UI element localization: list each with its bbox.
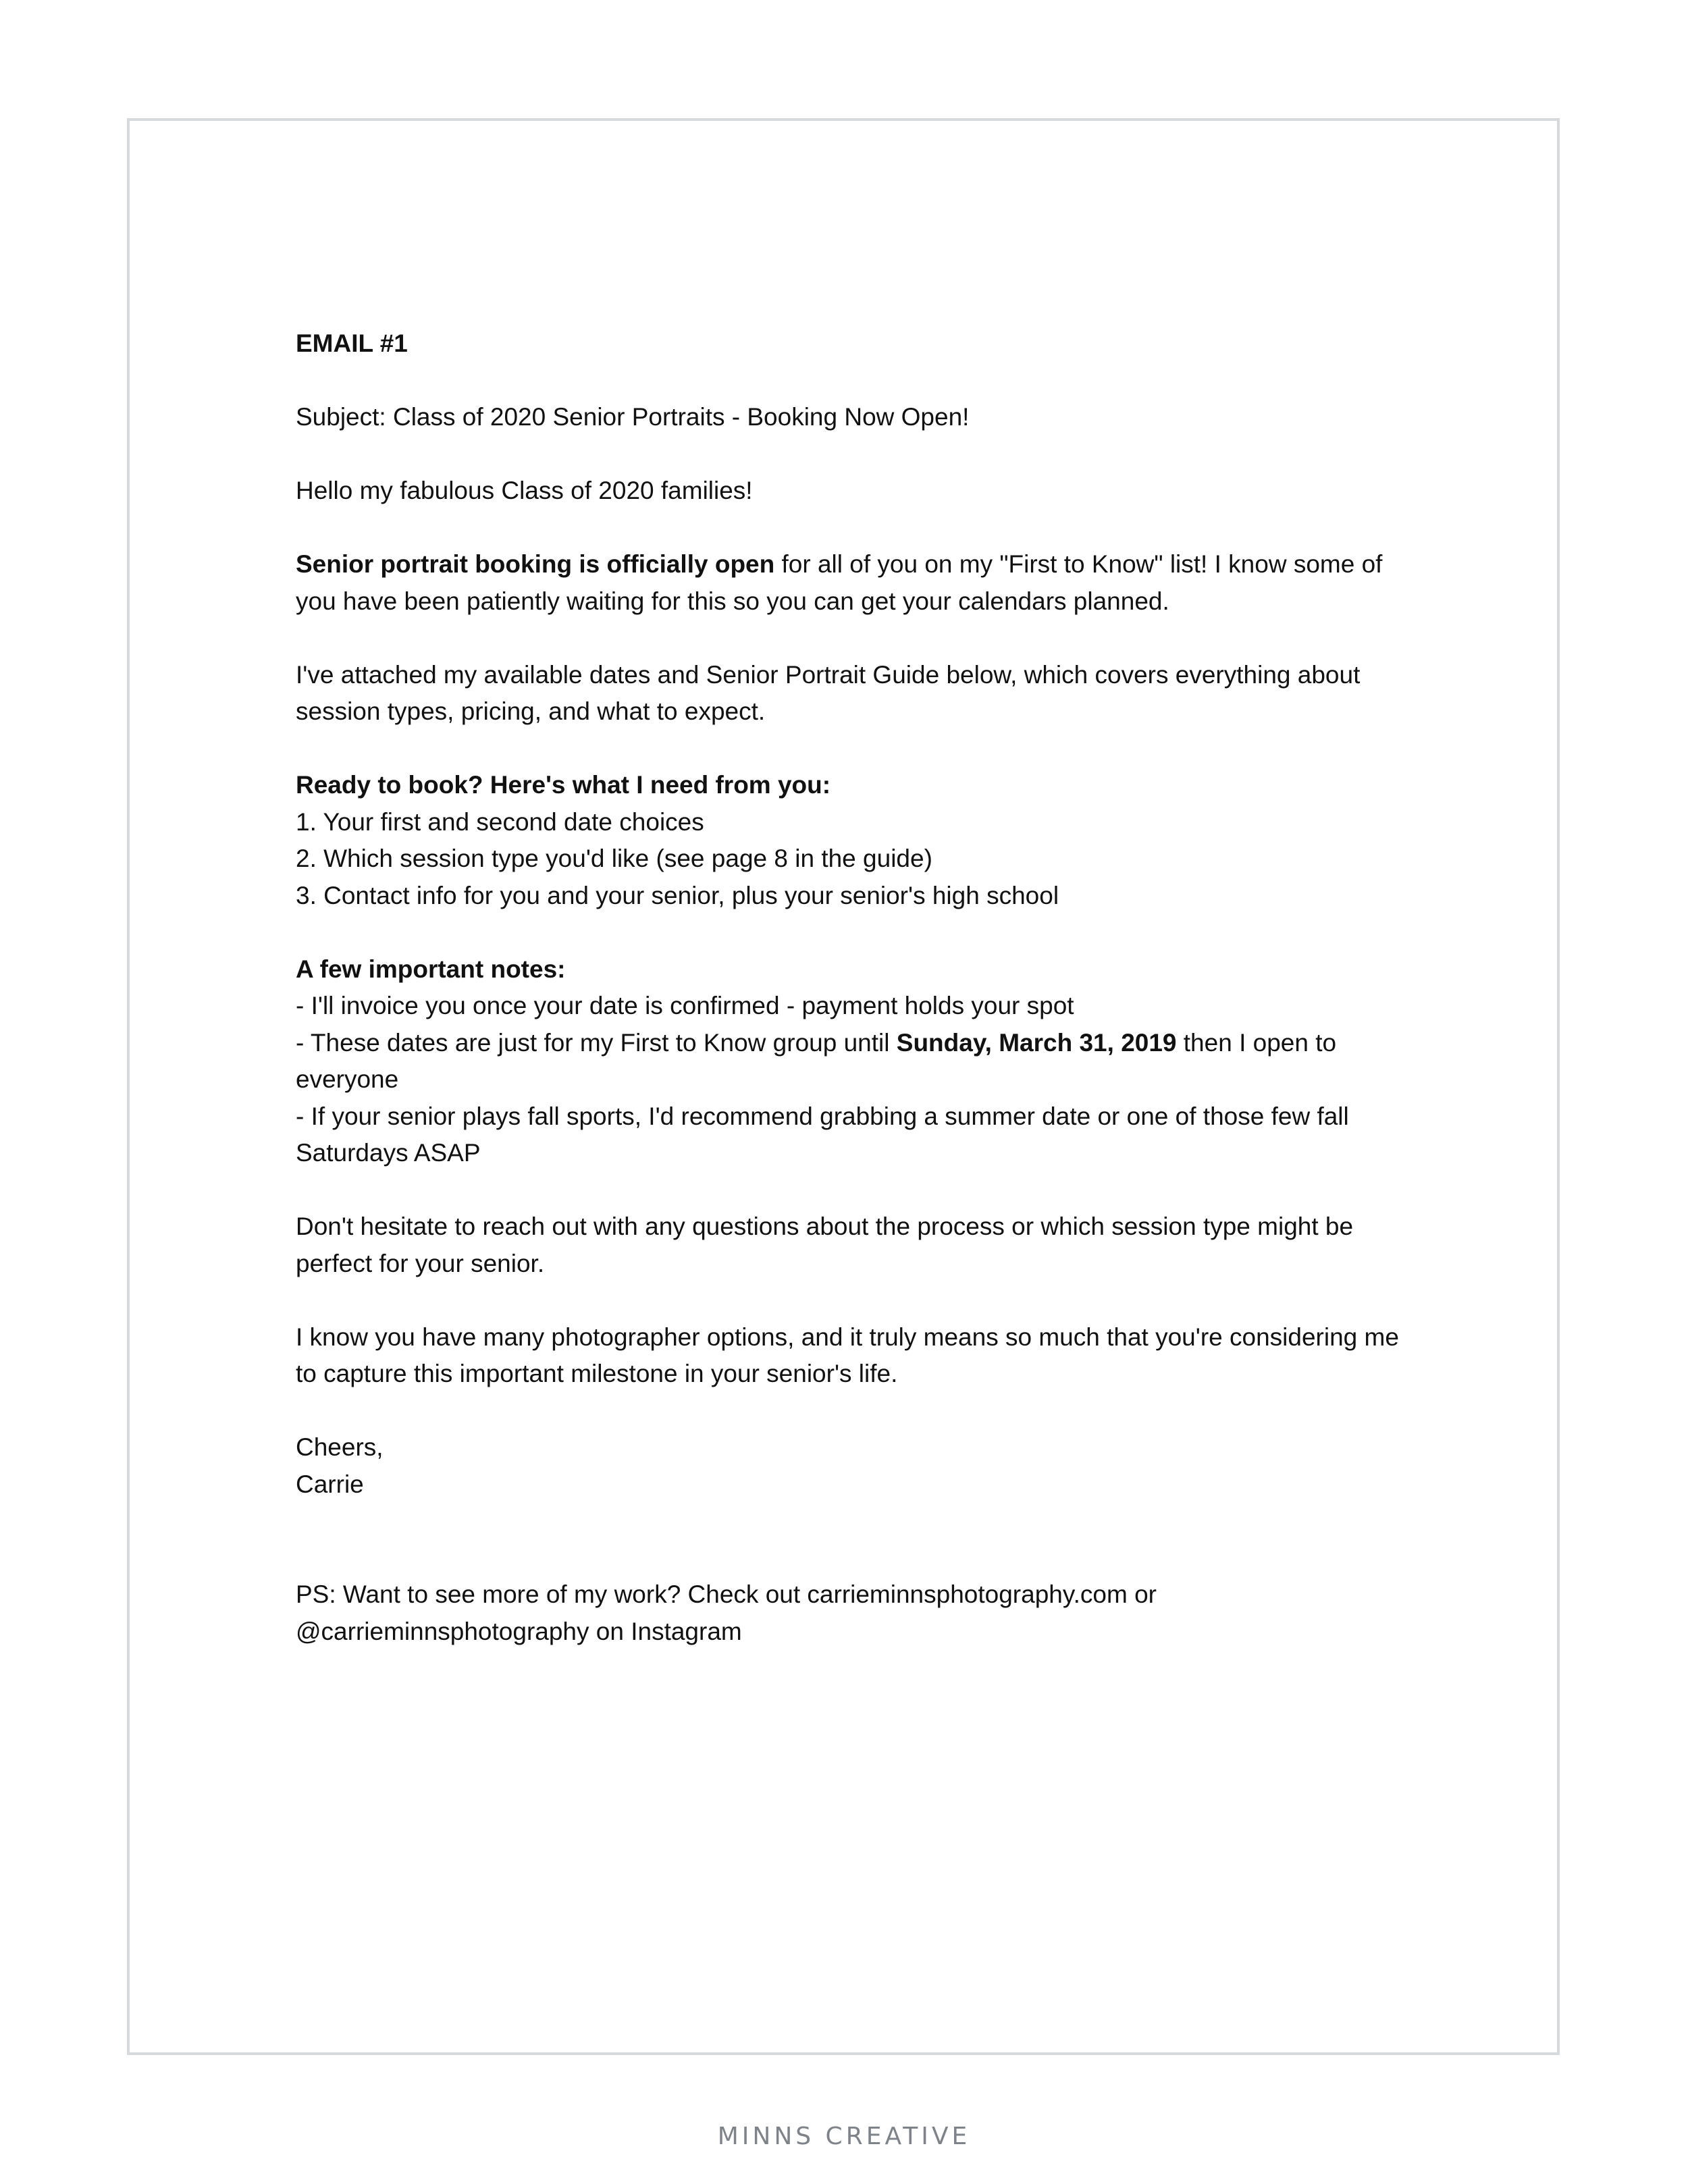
intro-paragraph xyxy=(296,546,1403,620)
ready-heading: Ready to book? Here's what I need from you: xyxy=(296,771,831,799)
ready-item-1: 1. Your first and second date choices xyxy=(296,807,704,836)
note-deadline xyxy=(296,1025,1403,1098)
signature: Carrie xyxy=(296,1470,364,1498)
footer-brand: MINNS CREATIVE xyxy=(717,2123,971,2150)
email-greeting: Hello my fabulous Class of 2020 families! xyxy=(296,477,753,504)
ready-item-3: 3. Contact info for you and your senior, plus your senior's high school xyxy=(296,881,1059,909)
note-fall-sports: - If your senior plays fall sports, I'd recommend grabbing a summer date or one of those few fall Saturdays ASAP xyxy=(296,1102,1349,1167)
attachment-paragraph: I've attached my available dates and Senior Portrait Guide below, which covers everything about session types, pricing, and what to expect. xyxy=(296,660,1361,725)
intro-bold: Senior portrait booking is officially open xyxy=(296,550,775,578)
note-deadline-after: then I open to everyone xyxy=(296,1028,1337,1093)
note-invoice: - I'll invoice you once your date is confirmed - payment holds your spot xyxy=(296,992,1074,1019)
email-body xyxy=(296,325,1403,1650)
note-deadline-before: - These dates are just for my First to Know group until xyxy=(296,1028,897,1057)
email-subject: Subject: Class of 2020 Senior Portraits - Booking Now Open! xyxy=(296,403,970,431)
signoff: Cheers, xyxy=(296,1433,384,1461)
intro-rest: for all of you on my "First to Know" list! I know some of you have been patiently waiting for this so you can get your calendars planned. xyxy=(296,550,1383,615)
ready-item-2: 2. Which session type you'd like (see page 8 in the guide) xyxy=(296,845,932,872)
thanks-paragraph: I know you have many photographer options, and it truly means so much that you're considering me to capture this important milestone in your senior's life. xyxy=(296,1323,1399,1387)
notes-heading: A few important notes: xyxy=(296,955,566,983)
questions-paragraph: Don't hesitate to reach out with any questions about the process or which session type might be perfect for your senior. xyxy=(296,1213,1354,1277)
deadline-date: Sunday, March 31, 2019 xyxy=(896,1028,1177,1057)
email-heading: EMAIL #1 xyxy=(296,329,408,357)
ps-paragraph: PS: Want to see more of my work? Check out carrieminnsphotography.com or @carrieminnsphotography on Instagram xyxy=(296,1580,1157,1645)
